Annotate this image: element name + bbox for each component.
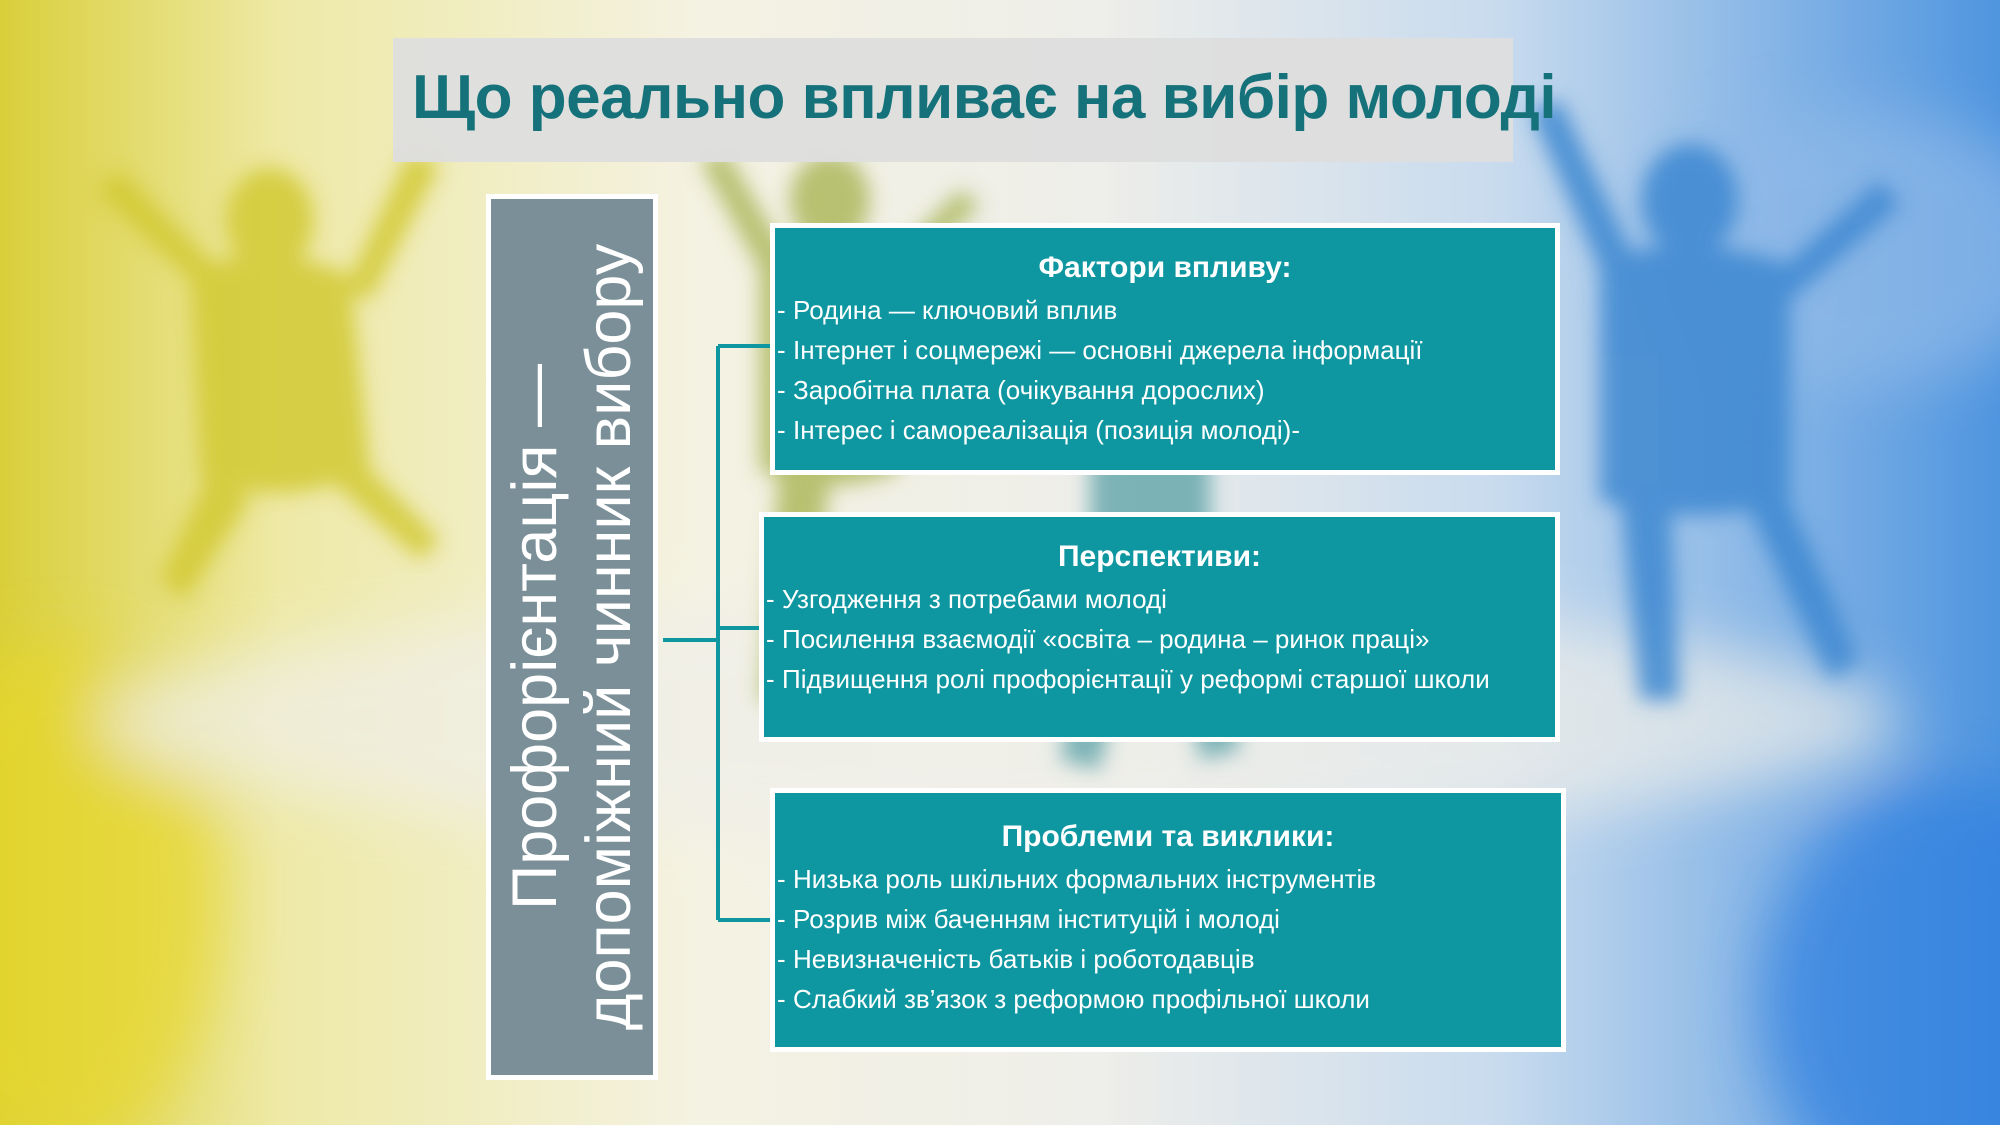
list-item <box>764 619 1555 659</box>
bullet-list <box>764 579 1555 699</box>
list-item-text: Інтернет і соцмережі — основні джерела інформації <box>793 335 1423 365</box>
list-item-text: Низька роль шкільних формальних інструментів <box>793 864 1377 894</box>
card-influence-factors <box>770 223 1560 475</box>
list-item <box>775 370 1555 410</box>
bullet-dash: - <box>777 415 786 445</box>
card-problems-challenges <box>770 788 1566 1052</box>
list-item <box>775 290 1555 330</box>
central-concept-line-2: допоміжний чинник вибору <box>574 243 644 1031</box>
bullet-dash: - <box>777 335 786 365</box>
bullet-dash: - <box>777 295 786 325</box>
bullet-dash: - <box>777 864 786 894</box>
bullet-dash: - <box>777 375 786 405</box>
bullet-dash: - <box>766 624 775 654</box>
list-item <box>764 579 1555 619</box>
card-title: Фактори впливу: <box>1038 251 1292 284</box>
list-item <box>775 979 1561 1019</box>
central-concept-line-1: Профорієнтація — <box>500 363 570 911</box>
page-title: Що реально впливає на вибір молоді <box>412 63 1557 132</box>
list-item-text: Узгодження з потребами молоді <box>782 584 1167 614</box>
list-item-text: Невизначеність батьків і роботодавців <box>793 944 1255 974</box>
bullet-dash: - <box>777 904 786 934</box>
card-title: Перспективи: <box>1057 540 1262 573</box>
bullet-list <box>775 859 1561 1019</box>
list-item-text: Посилення взаємодії «освіта – родина – ринок праці» <box>782 624 1430 654</box>
list-item-text: Підвищення ролі профорієнтації у реформі старшої школи <box>782 664 1490 694</box>
list-item-text: Слабкий зв’язок з реформою профільної школи <box>793 984 1370 1014</box>
list-item-text: Розрив між баченням інституцій і молоді <box>793 904 1280 934</box>
bullet-list <box>775 290 1555 450</box>
bullet-dash: - <box>777 984 786 1014</box>
bullet-dash: - <box>766 584 775 614</box>
bullet-dash: - <box>777 944 786 974</box>
list-item <box>775 330 1555 370</box>
list-item <box>775 939 1561 979</box>
card-title: Проблеми та виклики: <box>1001 820 1335 853</box>
list-item-text: Інтерес і самореалізація (позиція молоді)- <box>793 415 1300 445</box>
bullet-dash: - <box>766 664 775 694</box>
list-item <box>764 659 1555 699</box>
list-item <box>775 899 1561 939</box>
list-item-text: Родина — ключовий вплив <box>793 295 1118 325</box>
list-item-text: Заробітна плата (очікування дорослих) <box>793 375 1265 405</box>
card-perspectives <box>759 512 1560 742</box>
list-item <box>775 410 1555 450</box>
list-item <box>775 859 1561 899</box>
